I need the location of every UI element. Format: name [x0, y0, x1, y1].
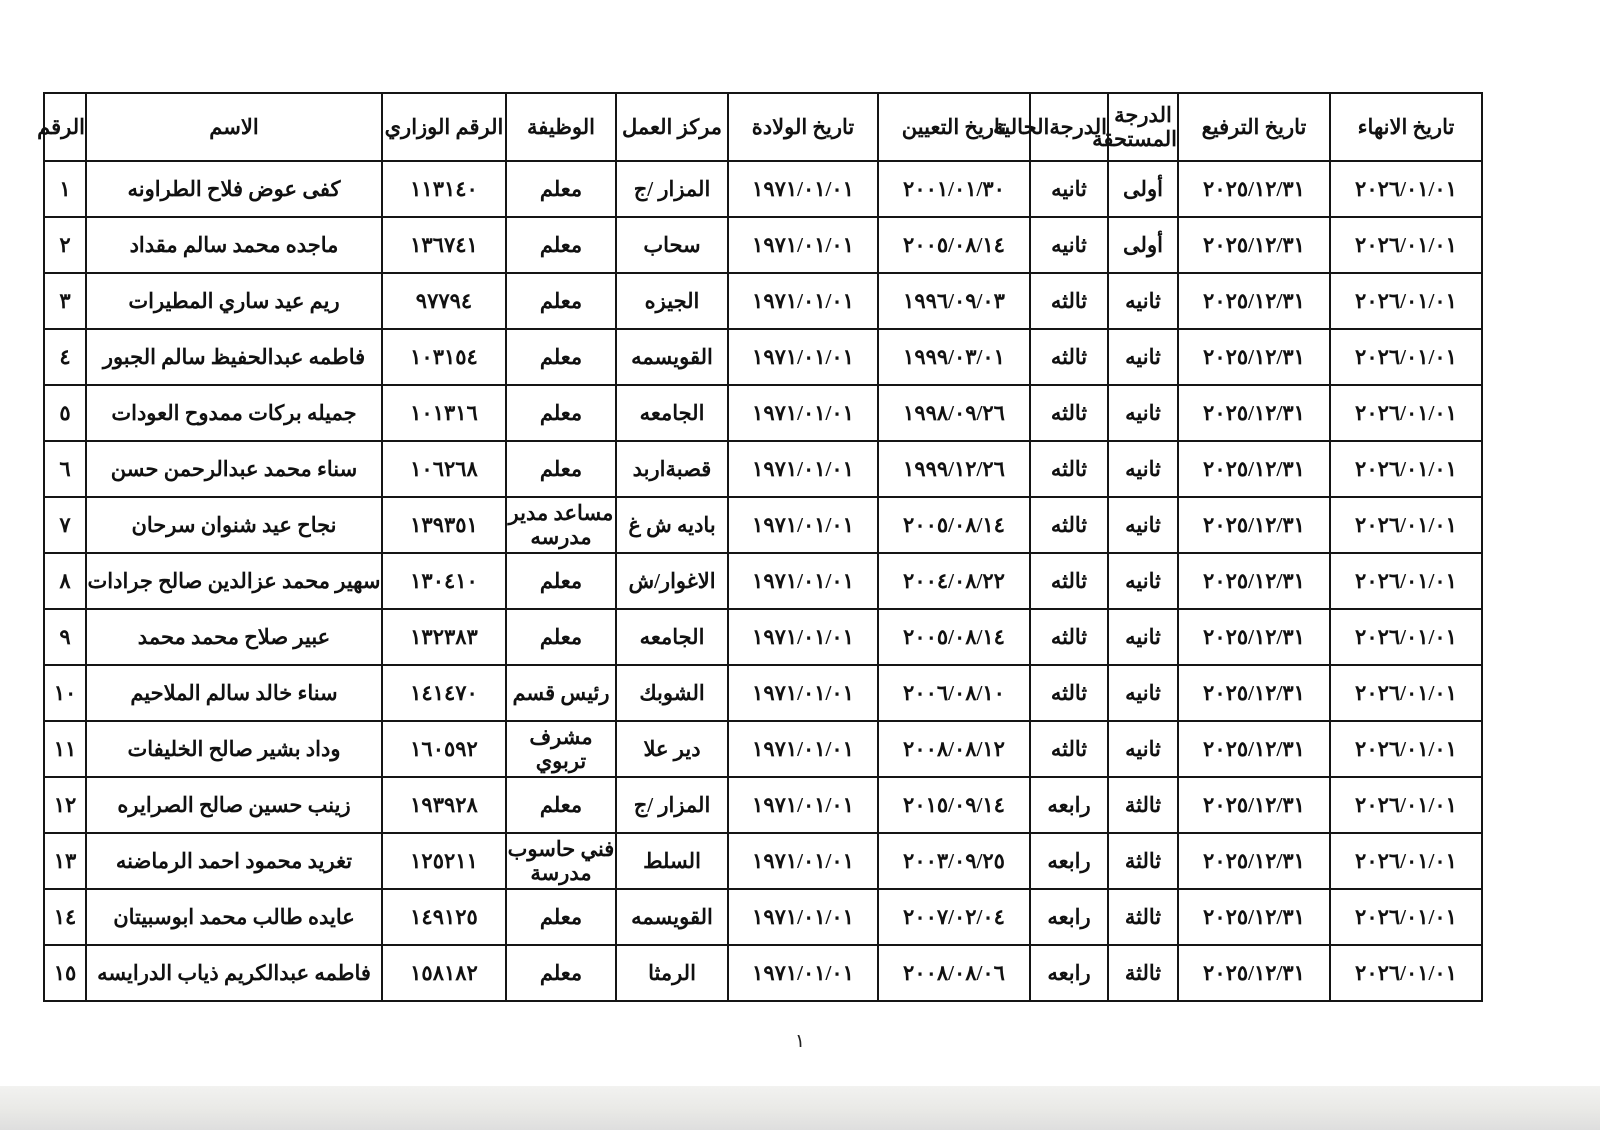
cell-job: معلم — [506, 273, 616, 329]
cell-promotion-date: ٢٠٢٥/١٢/٣١ — [1178, 161, 1330, 217]
cell-target-grade: ثانيه — [1108, 553, 1178, 609]
cell-appointment-date: ٢٠٠٦/٠٨/١٠ — [878, 665, 1030, 721]
column-header-end-date: تاريخ الانهاء — [1330, 93, 1482, 161]
page-number: ١ — [794, 1031, 806, 1052]
cell-ministry-number: ١٤٩١٢٥ — [382, 889, 506, 945]
cell-birth-date: ١٩٧١/٠١/٠١ — [728, 665, 878, 721]
table-row — [44, 721, 1482, 777]
cell-index: ٤ — [44, 329, 86, 385]
cell-promotion-date: ٢٠٢٥/١٢/٣١ — [1178, 441, 1330, 497]
cell-current-grade: ثانيه — [1030, 161, 1108, 217]
table-row — [44, 609, 1482, 665]
cell-promotion-date: ٢٠٢٥/١٢/٣١ — [1178, 273, 1330, 329]
cell-appointment-date: ١٩٩٩/١٢/٢٦ — [878, 441, 1030, 497]
cell-appointment-date: ٢٠٠٥/٠٨/١٤ — [878, 497, 1030, 553]
column-header-job: الوظيفة — [506, 93, 616, 161]
cell-work-center: الاغوار/ش — [616, 553, 728, 609]
cell-birth-date: ١٩٧١/٠١/٠١ — [728, 385, 878, 441]
cell-end-date: ٢٠٢٦/٠١/٠١ — [1330, 161, 1482, 217]
cell-index: ٧ — [44, 497, 86, 553]
cell-end-date: ٢٠٢٦/٠١/٠١ — [1330, 721, 1482, 777]
cell-work-center: الجيزه — [616, 273, 728, 329]
cell-work-center: الجامعه — [616, 385, 728, 441]
cell-target-grade: ثانيه — [1108, 497, 1178, 553]
cell-name: كفى عوض فلاح الطراونه — [86, 161, 382, 217]
cell-current-grade: رابعه — [1030, 945, 1108, 1001]
cell-work-center: السلط — [616, 833, 728, 889]
cell-index: ٨ — [44, 553, 86, 609]
cell-job: معلم — [506, 161, 616, 217]
table-body — [44, 161, 1482, 1001]
cell-name: ريم عيد ساري المطيرات — [86, 273, 382, 329]
table-row — [44, 889, 1482, 945]
cell-current-grade: ثالثه — [1030, 553, 1108, 609]
cell-birth-date: ١٩٧١/٠١/٠١ — [728, 609, 878, 665]
column-header-birth-date: تاريخ الولادة — [728, 93, 878, 161]
column-header-current-grade: الدرجةالحالية — [1030, 93, 1108, 161]
cell-work-center: القويسمه — [616, 329, 728, 385]
cell-index: ١٤ — [44, 889, 86, 945]
cell-appointment-date: ١٩٩٩/٠٣/٠١ — [878, 329, 1030, 385]
cell-index: ١ — [44, 161, 86, 217]
cell-current-grade: ثالثه — [1030, 273, 1108, 329]
cell-job: معلم — [506, 889, 616, 945]
table-row — [44, 385, 1482, 441]
table-row — [44, 665, 1482, 721]
cell-job: مشرف تربوي — [506, 721, 616, 777]
cell-current-grade: رابعه — [1030, 833, 1108, 889]
cell-job: معلم — [506, 945, 616, 1001]
cell-index: ١٢ — [44, 777, 86, 833]
cell-ministry-number: ١٠٣١٥٤ — [382, 329, 506, 385]
cell-work-center: الجامعه — [616, 609, 728, 665]
cell-birth-date: ١٩٧١/٠١/٠١ — [728, 553, 878, 609]
cell-ministry-number: ١٢٥٢١١ — [382, 833, 506, 889]
cell-job: رئيس قسم — [506, 665, 616, 721]
cell-end-date: ٢٠٢٦/٠١/٠١ — [1330, 385, 1482, 441]
cell-birth-date: ١٩٧١/٠١/٠١ — [728, 777, 878, 833]
table-row — [44, 777, 1482, 833]
cell-index: ٣ — [44, 273, 86, 329]
column-header-index: الرقم — [44, 93, 86, 161]
cell-ministry-number: ١٣٦٧٤١ — [382, 217, 506, 273]
cell-current-grade: ثالثه — [1030, 385, 1108, 441]
cell-name: عايده طالب محمد ابوسبيتان — [86, 889, 382, 945]
cell-ministry-number: ١٩٣٩٢٨ — [382, 777, 506, 833]
cell-birth-date: ١٩٧١/٠١/٠١ — [728, 889, 878, 945]
cell-promotion-date: ٢٠٢٥/١٢/٣١ — [1178, 329, 1330, 385]
cell-appointment-date: ٢٠٠٥/٠٨/١٤ — [878, 217, 1030, 273]
cell-name: نجاح عيد شنوان سرحان — [86, 497, 382, 553]
cell-appointment-date: ٢٠٠٥/٠٨/١٤ — [878, 609, 1030, 665]
cell-work-center: المزار /ج — [616, 777, 728, 833]
cell-job: معلم — [506, 329, 616, 385]
cell-appointment-date: ٢٠١٥/٠٩/١٤ — [878, 777, 1030, 833]
cell-ministry-number: ١٠١٣١٦ — [382, 385, 506, 441]
cell-ministry-number: ١٣٩٣٥١ — [382, 497, 506, 553]
cell-name: سهير محمد عزالدين صالح جرادات — [86, 553, 382, 609]
table-row — [44, 273, 1482, 329]
cell-target-grade: ثانيه — [1108, 441, 1178, 497]
cell-end-date: ٢٠٢٦/٠١/٠١ — [1330, 889, 1482, 945]
cell-birth-date: ١٩٧١/٠١/٠١ — [728, 497, 878, 553]
cell-work-center: باديه ش غ — [616, 497, 728, 553]
table-header — [37, 93, 1482, 161]
cell-end-date: ٢٠٢٦/٠١/٠١ — [1330, 609, 1482, 665]
cell-index: ٥ — [44, 385, 86, 441]
cell-birth-date: ١٩٧١/٠١/٠١ — [728, 217, 878, 273]
cell-promotion-date: ٢٠٢٥/١٢/٣١ — [1178, 217, 1330, 273]
cell-appointment-date: ٢٠٠١/٠١/٣٠ — [878, 161, 1030, 217]
cell-index: ٩ — [44, 609, 86, 665]
column-header-appointment-date: تاريخ التعيين — [878, 93, 1030, 161]
cell-current-grade: رابعه — [1030, 777, 1108, 833]
cell-job: مساعد مدير مدرسه — [506, 497, 616, 553]
cell-promotion-date: ٢٠٢٥/١٢/٣١ — [1178, 385, 1330, 441]
cell-job: معلم — [506, 385, 616, 441]
cell-current-grade: ثانيه — [1030, 217, 1108, 273]
cell-appointment-date: ٢٠٠٣/٠٩/٢٥ — [878, 833, 1030, 889]
cell-end-date: ٢٠٢٦/٠١/٠١ — [1330, 329, 1482, 385]
cell-promotion-date: ٢٠٢٥/١٢/٣١ — [1178, 497, 1330, 553]
cell-current-grade: ثالثه — [1030, 329, 1108, 385]
cell-ministry-number: ١٦٠٥٩٢ — [382, 721, 506, 777]
cell-promotion-date: ٢٠٢٥/١٢/٣١ — [1178, 609, 1330, 665]
cell-end-date: ٢٠٢٦/٠١/٠١ — [1330, 217, 1482, 273]
cell-job: معلم — [506, 609, 616, 665]
table-row — [44, 441, 1482, 497]
cell-job: فني حاسوب مدرسة — [506, 833, 616, 889]
cell-end-date: ٢٠٢٦/٠١/٠١ — [1330, 833, 1482, 889]
table-row — [44, 497, 1482, 553]
cell-current-grade: ثالثه — [1030, 665, 1108, 721]
cell-target-grade: ثانيه — [1108, 329, 1178, 385]
cell-promotion-date: ٢٠٢٥/١٢/٣١ — [1178, 945, 1330, 1001]
cell-appointment-date: ٢٠٠٤/٠٨/٢٢ — [878, 553, 1030, 609]
column-header-promotion-date: تاريخ الترفيع — [1178, 93, 1330, 161]
cell-job: معلم — [506, 553, 616, 609]
cell-end-date: ٢٠٢٦/٠١/٠١ — [1330, 273, 1482, 329]
cell-promotion-date: ٢٠٢٥/١٢/٣١ — [1178, 889, 1330, 945]
cell-target-grade: ثانيه — [1108, 609, 1178, 665]
cell-ministry-number: ١٥٨١٨٢ — [382, 945, 506, 1001]
column-header-ministry-number: الرقم الوزاري — [382, 93, 506, 161]
cell-target-grade: ثانيه — [1108, 665, 1178, 721]
cell-target-grade: ثانيه — [1108, 273, 1178, 329]
table-header-row — [44, 93, 1482, 161]
promotions-table — [37, 92, 1483, 1002]
cell-promotion-date: ٢٠٢٥/١٢/٣١ — [1178, 553, 1330, 609]
cell-end-date: ٢٠٢٦/٠١/٠١ — [1330, 441, 1482, 497]
cell-name: سناء محمد عبدالرحمن حسن — [86, 441, 382, 497]
cell-name: فاطمه عبدالحفيظ سالم الجبور — [86, 329, 382, 385]
cell-target-grade: ثانيه — [1108, 721, 1178, 777]
cell-target-grade: أولى — [1108, 161, 1178, 217]
cell-end-date: ٢٠٢٦/٠١/٠١ — [1330, 945, 1482, 1001]
cell-current-grade: ثالثه — [1030, 441, 1108, 497]
cell-promotion-date: ٢٠٢٥/١٢/٣١ — [1178, 721, 1330, 777]
cell-target-grade: ثانيه — [1108, 385, 1178, 441]
promotions-table-container — [37, 92, 1483, 1002]
cell-birth-date: ١٩٧١/٠١/٠١ — [728, 945, 878, 1001]
paper-edge-shadow — [0, 1086, 1600, 1130]
cell-appointment-date: ٢٠٠٨/٠٨/٠٦ — [878, 945, 1030, 1001]
cell-end-date: ٢٠٢٦/٠١/٠١ — [1330, 553, 1482, 609]
cell-work-center: الرمثا — [616, 945, 728, 1001]
cell-work-center: دير علا — [616, 721, 728, 777]
column-header-name: الاسم — [86, 93, 382, 161]
cell-current-grade: رابعه — [1030, 889, 1108, 945]
cell-name: سناء خالد سالم الملاحيم — [86, 665, 382, 721]
cell-end-date: ٢٠٢٦/٠١/٠١ — [1330, 665, 1482, 721]
cell-index: ١٠ — [44, 665, 86, 721]
column-header-target-grade: الدرجة المستحقة — [1108, 93, 1178, 161]
cell-name: وداد بشير صالح الخليفات — [86, 721, 382, 777]
cell-work-center: سحاب — [616, 217, 728, 273]
cell-name: عبير صلاح محمد محمد — [86, 609, 382, 665]
table-row — [44, 329, 1482, 385]
cell-current-grade: ثالثه — [1030, 721, 1108, 777]
cell-ministry-number: ١٣٠٤١٠ — [382, 553, 506, 609]
cell-ministry-number: ١٠٦٢٦٨ — [382, 441, 506, 497]
cell-birth-date: ١٩٧١/٠١/٠١ — [728, 161, 878, 217]
cell-birth-date: ١٩٧١/٠١/٠١ — [728, 273, 878, 329]
cell-name: ماجده محمد سالم مقداد — [86, 217, 382, 273]
cell-birth-date: ١٩٧١/٠١/٠١ — [728, 329, 878, 385]
table-row — [44, 833, 1482, 889]
table-row — [44, 945, 1482, 1001]
cell-work-center: القويسمه — [616, 889, 728, 945]
cell-ministry-number: ١٤١٤٧٠ — [382, 665, 506, 721]
column-header-work-center: مركز العمل — [616, 93, 728, 161]
table-row — [44, 553, 1482, 609]
cell-promotion-date: ٢٠٢٥/١٢/٣١ — [1178, 833, 1330, 889]
cell-appointment-date: ٢٠٠٨/٠٨/١٢ — [878, 721, 1030, 777]
cell-target-grade: ثالثة — [1108, 889, 1178, 945]
cell-promotion-date: ٢٠٢٥/١٢/٣١ — [1178, 777, 1330, 833]
cell-job: معلم — [506, 217, 616, 273]
cell-name: زينب حسين صالح الصرايره — [86, 777, 382, 833]
cell-appointment-date: ٢٠٠٧/٠٢/٠٤ — [878, 889, 1030, 945]
cell-promotion-date: ٢٠٢٥/١٢/٣١ — [1178, 665, 1330, 721]
cell-name: فاطمه عبدالكريم ذياب الدرايسه — [86, 945, 382, 1001]
cell-index: ٢ — [44, 217, 86, 273]
cell-target-grade: ثالثة — [1108, 833, 1178, 889]
cell-end-date: ٢٠٢٦/٠١/٠١ — [1330, 777, 1482, 833]
cell-name: تغريد محمود احمد الرماضنه — [86, 833, 382, 889]
cell-index: ٦ — [44, 441, 86, 497]
cell-target-grade: ثالثة — [1108, 777, 1178, 833]
cell-appointment-date: ١٩٩٨/٠٩/٢٦ — [878, 385, 1030, 441]
cell-index: ١١ — [44, 721, 86, 777]
cell-current-grade: ثالثه — [1030, 497, 1108, 553]
cell-birth-date: ١٩٧١/٠١/٠١ — [728, 441, 878, 497]
cell-appointment-date: ١٩٩٦/٠٩/٠٣ — [878, 273, 1030, 329]
cell-ministry-number: ١١٣١٤٠ — [382, 161, 506, 217]
cell-work-center: الشوبك — [616, 665, 728, 721]
cell-index: ١٣ — [44, 833, 86, 889]
cell-birth-date: ١٩٧١/٠١/٠١ — [728, 721, 878, 777]
cell-end-date: ٢٠٢٦/٠١/٠١ — [1330, 497, 1482, 553]
cell-target-grade: أولى — [1108, 217, 1178, 273]
cell-name: جميله بركات ممدوح العودات — [86, 385, 382, 441]
cell-work-center: قصبةاربد — [616, 441, 728, 497]
cell-ministry-number: ١٣٢٣٨٣ — [382, 609, 506, 665]
table-row — [44, 217, 1482, 273]
cell-target-grade: ثالثة — [1108, 945, 1178, 1001]
cell-job: معلم — [506, 441, 616, 497]
cell-work-center: المزار /ج — [616, 161, 728, 217]
cell-birth-date: ١٩٧١/٠١/٠١ — [728, 833, 878, 889]
cell-current-grade: ثالثه — [1030, 609, 1108, 665]
cell-job: معلم — [506, 777, 616, 833]
cell-ministry-number: ٩٧٧٩٤ — [382, 273, 506, 329]
table-row — [44, 161, 1482, 217]
cell-index: ١٥ — [44, 945, 86, 1001]
